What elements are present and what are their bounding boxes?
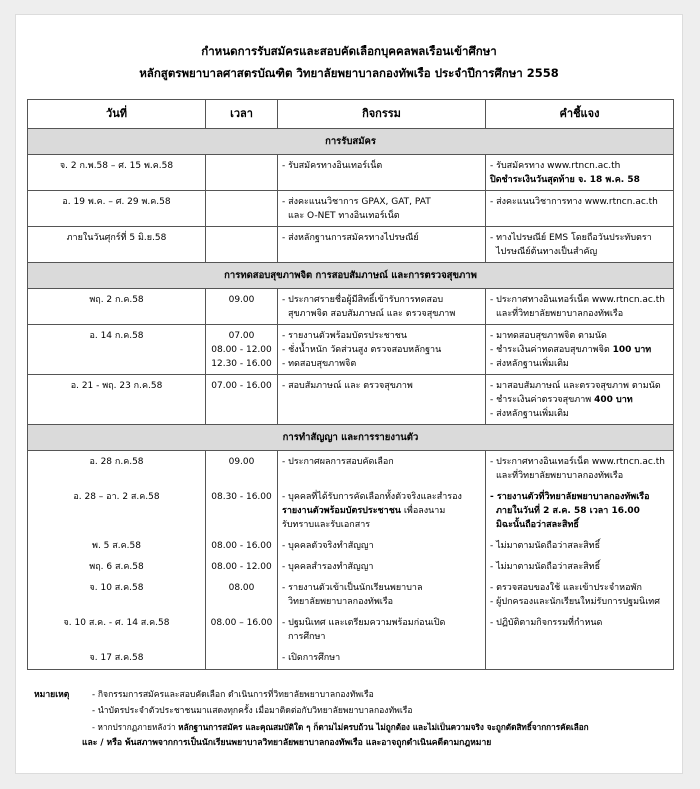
cell-time: [206, 647, 278, 670]
cell-activity: - เปิดการศึกษา: [278, 647, 486, 670]
cell-activity: [278, 289, 486, 325]
remark-line: [92, 719, 674, 735]
note-line: - มาสอบสัมภาษณ์ และตรวจสุขภาพ ตามนัด: [490, 381, 661, 391]
column-header-note: คำชี้แจง: [486, 100, 674, 129]
cell-note: - ไม่มาตามนัดถือว่าสละสิทธิ์: [486, 556, 674, 577]
cell-date: อ. 28 ก.ค.58: [28, 451, 206, 487]
cell-note: - ปฏิบัติตามกิจกรรมที่กำหนด: [486, 612, 674, 647]
cell-time: 07.00 - 16.00: [206, 375, 278, 425]
cell-activity: [278, 612, 486, 647]
cell-activity: - ส่งหลักฐานการสมัครทางไปรษณีย์: [278, 227, 486, 263]
cell-date: พฤ. 2 ก.ค.58: [28, 289, 206, 325]
table-row: [28, 577, 674, 612]
note-line: - ทางไปรษณีย์ EMS โดยถือวันประทับตรา: [490, 233, 652, 243]
note-text: - ชำระเงินค่าทดสอบสุขภาพจิต: [490, 345, 613, 355]
note-line: และที่วิทยาลัยพยาบาลกองทัพเรือ: [496, 471, 624, 481]
activity-line: การศึกษา: [288, 632, 326, 642]
cell-date: จ. 10 ส.ค.58: [28, 577, 206, 612]
remark-line: และ / หรือ พ้นสภาพจากการเป็นนักเรียนพยาบาลวิทยาลัยพยาบาลกองทัพเรือ และอาจถูกดำเนินคดีตามกฎหมาย: [82, 738, 492, 748]
cell-date: อ. 21 - พฤ. 23 ก.ค.58: [28, 375, 206, 425]
cell-time: [206, 325, 278, 375]
activity-line: - บุคคลที่ได้รับการคัดเลือกทั้งตัวจริงและสำรอง: [282, 492, 462, 502]
cell-date: อ. 28 – อา. 2 ส.ค.58: [28, 486, 206, 535]
table-row: [28, 612, 674, 647]
note-line: - ผู้ปกครองและนักเรียนใหม่รับการปฐมนิเทศ: [490, 597, 660, 607]
activity-line: - รายงานตัวเข้าเป็นนักเรียนพยาบาล: [282, 583, 423, 593]
cell-note: [486, 577, 674, 612]
activity-line: - ประกาศรายชื่อผู้มีสิทธิ์เข้ารับการทดสอบ: [282, 295, 444, 305]
cell-note: [486, 647, 674, 670]
table-row: [28, 647, 674, 670]
cell-time: 09.00: [206, 451, 278, 487]
activity-line: รับทราบและรับเอกสาร: [282, 520, 371, 530]
cell-date: อ. 14 ก.ค.58: [28, 325, 206, 375]
note-line: - ประกาศทางอินเทอร์เน็ต www.rtncn.ac.th: [490, 457, 665, 467]
fee-amount: 400 บาท: [594, 395, 633, 405]
cell-time: [206, 191, 278, 227]
note-line: มิฉะนั้นถือว่าสละสิทธิ์: [496, 520, 579, 530]
cell-time: [206, 227, 278, 263]
remark-line: - นำบัตรประจำตัวประชาชนมาแสดงทุกครั้ง เมื่อมาติดต่อกับวิทยาลัยพยาบาลกองทัพเรือ: [92, 706, 413, 716]
section-title: การทำสัญญา และการรายงานตัว: [28, 425, 674, 451]
cell-activity: [278, 577, 486, 612]
cell-note: - ส่งคะแนนวิชาการทาง www.rtncn.ac.th: [486, 191, 674, 227]
cell-date: พ. 5 ส.ค.58: [28, 535, 206, 556]
cell-note: [486, 289, 674, 325]
cell-note: [486, 325, 674, 375]
table-row: [28, 556, 674, 577]
remarks-section: [34, 687, 674, 751]
note-line: และที่วิทยาลัยพยาบาลกองทัพเรือ: [496, 309, 624, 319]
column-header-activity: กิจกรรม: [278, 100, 486, 129]
time-line: 08.00 - 12.00: [211, 345, 272, 355]
remarks-label: หมายเหตุ: [34, 690, 70, 700]
cell-date: ภายในวันศุกร์ที่ 5 มิ.ย.58: [28, 227, 206, 263]
schedule-table: [27, 99, 674, 670]
activity-line: - ชั่งน้ำหนัก วัดส่วนสูง ตรวจสอบหลักฐาน: [282, 345, 442, 355]
cell-date: จ. 10 ส.ค. - ศ. 14 ส.ค.58: [28, 612, 206, 647]
document-title-line-1: กำหนดการรับสมัครและสอบคัดเลือกบุคคลพลเรือนเข้าศึกษา: [201, 44, 497, 58]
table-row: [28, 451, 674, 487]
activity-line: [282, 504, 481, 518]
activity-line: - ส่งคะแนนวิชาการ GPAX, GAT, PAT: [282, 197, 431, 207]
cell-note: [486, 486, 674, 535]
note-line: - รับสมัครทาง www.rtncn.ac.th: [490, 161, 621, 171]
table-row: [28, 486, 674, 535]
cell-note: [486, 155, 674, 191]
table-row: [28, 191, 674, 227]
time-line: 12.30 - 16.00: [211, 359, 272, 369]
activity-line: สุขภาพจิต สอบสัมภาษณ์ และ ตรวจสุขภาพ: [288, 309, 456, 319]
activity-line: - ทดสอบสุขภาพจิต: [282, 359, 357, 369]
cell-time: 08.00 - 16.00: [206, 535, 278, 556]
table-row: [28, 535, 674, 556]
cell-activity: - รับสมัครทางอินเทอร์เน็ต: [278, 155, 486, 191]
section-header-testing: [28, 263, 674, 289]
activity-line: วิทยาลัยพยาบาลกองทัพเรือ: [288, 597, 394, 607]
note-line: ภายในวันที่ 2 ส.ค. 58 เวลา 16.00: [496, 506, 640, 516]
time-line: 07.00: [228, 331, 255, 341]
activity-text: เพื่อลงนาม: [400, 506, 446, 516]
note-line: - มาทดสอบสุขภาพจิต ตามนัด: [490, 331, 607, 341]
cell-activity: - สอบสัมภาษณ์ และ ตรวจสุขภาพ: [278, 375, 486, 425]
cell-date: จ. 17 ส.ค.58: [28, 647, 206, 670]
remark-text: - หากปรากฏภายหลังว่า: [92, 722, 179, 732]
fee-amount: 100 บาท: [612, 345, 652, 355]
remark-emphasis: หลักฐานการสมัคร และคุณสมบัติใด ๆ ก็ตามไม่ครบถ้วน ไม่ถูกต้อง และไม่เป็นความจริง จะถูกตัดสิทธิ์จากการคัดเลือก: [178, 722, 589, 732]
cell-activity: [278, 486, 486, 535]
cell-note: [486, 227, 674, 263]
note-line: [490, 393, 669, 407]
cell-time: 09.00: [206, 289, 278, 325]
cell-date: จ. 2 ก.พ.58 – ศ. 15 พ.ค.58: [28, 155, 206, 191]
cell-time: 08.00: [206, 577, 278, 612]
table-row: [28, 289, 674, 325]
activity-line: - รายงานตัวพร้อมบัตรประชาชน: [282, 331, 408, 341]
section-header-application: [28, 129, 674, 155]
note-line: ไปรษณีย์ต้นทางเป็นสำคัญ: [496, 247, 598, 257]
table-row: [28, 155, 674, 191]
section-title: การทดสอบสุขภาพจิต การสอบสัมภาษณ์ และการตรวจสุขภาพ: [28, 263, 674, 289]
remark-line: - กิจกรรมการสมัครและสอบคัดเลือก ดำเนินการที่วิทยาลัยพยาบาลกองทัพเรือ: [92, 690, 374, 700]
note-line: - ประกาศทางอินเทอร์เน็ต www.rtncn.ac.th: [490, 295, 665, 305]
cell-activity: - ประกาศผลการสอบคัดเลือก: [278, 451, 486, 487]
cell-note: [486, 451, 674, 487]
table-row: [28, 325, 674, 375]
note-line: [490, 343, 669, 357]
note-line: - ส่งหลักฐานเพิ่มเติม: [490, 359, 569, 369]
cell-note: - ไม่มาตามนัดถือว่าสละสิทธิ์: [486, 535, 674, 556]
cell-date: พฤ. 6 ส.ค.58: [28, 556, 206, 577]
table-header-row: [28, 100, 674, 129]
table-row: [28, 227, 674, 263]
note-text: - ชำระเงินค่าตรวจสุขภาพ: [490, 395, 595, 405]
section-header-contract: [28, 425, 674, 451]
section-title: การรับสมัคร: [28, 129, 674, 155]
cell-time: [206, 155, 278, 191]
cell-time: 08.30 - 16.00: [206, 486, 278, 535]
activity-line: - ปฐมนิเทศ และเตรียมความพร้อมก่อนเปิด: [282, 618, 446, 628]
table-row: [28, 375, 674, 425]
activity-line: และ O-NET ทางอินเทอร์เน็ต: [288, 211, 400, 221]
document-title-line-2: หลักสูตรพยาบาลศาสตรบัณฑิต วิทยาลัยพยาบาลกองทัพเรือ ประจำปีการศึกษา 2558: [139, 66, 559, 80]
activity-emphasis: รายงานตัวพร้อมบัตรประชาชน: [282, 506, 401, 516]
cell-activity: - บุคคลสำรองทำสัญญา: [278, 556, 486, 577]
cell-activity: [278, 325, 486, 375]
column-header-time: เวลา: [206, 100, 278, 129]
cell-date: อ. 19 พ.ค. – ศ. 29 พ.ค.58: [28, 191, 206, 227]
column-header-date: วันที่: [28, 100, 206, 129]
cell-time: 08.00 - 12.00: [206, 556, 278, 577]
note-line: - ตรวจสอบของใช้ และเข้าประจำหอพัก: [490, 583, 642, 593]
cell-note: [486, 375, 674, 425]
document-page: [15, 14, 683, 774]
note-line: - รายงานตัวที่วิทยาลัยพยาบาลกองทัพเรือ: [490, 492, 650, 502]
note-line: - ส่งหลักฐานเพิ่มเติม: [490, 409, 569, 419]
cell-activity: [278, 191, 486, 227]
cell-time: 08.00 – 16.00: [206, 612, 278, 647]
note-line: ปิดชำระเงินวันสุดท้าย จ. 18 พ.ค. 58: [490, 175, 640, 185]
cell-activity: - บุคคลตัวจริงทำสัญญา: [278, 535, 486, 556]
